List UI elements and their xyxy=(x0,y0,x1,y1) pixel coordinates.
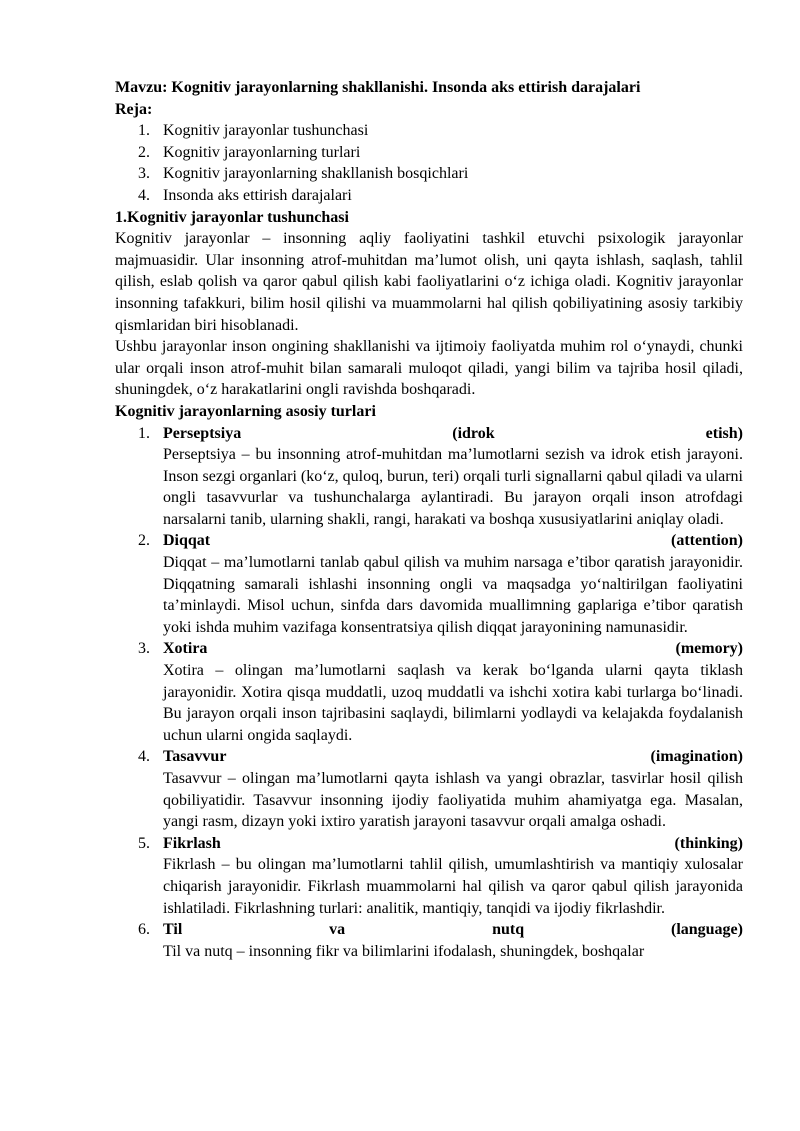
type-term-part: Xotira xyxy=(163,640,208,658)
type-item-number: 2. xyxy=(138,532,150,550)
type-item-number: 6. xyxy=(138,921,150,939)
plan-label: Reja: xyxy=(115,100,153,118)
type-term-line xyxy=(163,746,743,768)
type-item-language xyxy=(115,919,743,962)
plan-item xyxy=(115,120,743,142)
type-description: Tasavvur – olingan ma’lumotlarni qayta ishlash va yangi obrazlar, tasvirlar hosil qilish qobiliyatidir. Tasavvur insonning ijodiy faoliyatida muhim ahamiyatga ega. Masalan, yangi rasm, dizayn yoki ixtiro yaratish jarayoni tasavvur orqali amalga oshadi. xyxy=(163,770,743,831)
plan-item-text: Kognitiv jarayonlar tushunchasi xyxy=(163,122,369,140)
type-description: Perseptsiya – bu insonning atrof-muhitdan ma’lumotlarni sezish va idrok etish jarayoni. Inson sezgi organlari (ko‘z, quloq, burun, teri) orqali turli signallarni qabul qiladi va ularni ongli tasavvurlar va tushunchalarga aylantiradi. Bu jarayon orqali inson atrofdagi narsalarni tanib, ularning shakli, rangi, harakati va boshqa xususiyatlarini aniqlay oladi. xyxy=(163,446,743,528)
plan-item-text: Kognitiv jarayonlarning shakllanish bosqichlari xyxy=(163,165,469,183)
type-term-part: (attention) xyxy=(671,532,743,550)
type-item-number: 5. xyxy=(138,834,150,852)
type-term-part: Tasavvur xyxy=(163,748,227,766)
type-term-line xyxy=(163,530,743,552)
type-term-part: (thinking) xyxy=(674,834,743,852)
type-term-part: Perseptsiya xyxy=(163,424,242,442)
type-item-memory xyxy=(115,638,743,746)
type-term-part: (memory) xyxy=(675,640,743,658)
type-item-attention xyxy=(115,530,743,638)
document-page xyxy=(115,77,743,962)
type-term-line xyxy=(163,423,743,445)
type-term-part: Diqqat xyxy=(163,532,211,550)
type-term-line xyxy=(163,919,743,941)
plan-item-number: 2. xyxy=(138,143,150,161)
document-title: Mavzu: Kognitiv jarayonlarning shakllanishi. Insonda aks ettirish darajalari xyxy=(115,79,641,96)
section1-heading: 1.Kognitiv jarayonlar tushunchasi xyxy=(115,208,349,226)
type-term-part: (idrok xyxy=(452,424,495,442)
plan-item-number: 1. xyxy=(138,122,150,140)
type-term-part: Fikrlash xyxy=(163,834,221,852)
plan-item-number: 3. xyxy=(138,165,150,183)
type-term-part: va xyxy=(329,921,346,939)
plan-item-text: Insonda aks ettirish darajalari xyxy=(163,186,352,204)
type-item-thinking xyxy=(115,833,743,919)
type-term-line xyxy=(163,833,743,855)
plan-item-text: Kognitiv jarayonlarning turlari xyxy=(163,143,361,161)
type-term-part: etish) xyxy=(705,424,743,442)
section2-heading: Kognitiv jarayonlarning asosiy turlari xyxy=(115,402,376,420)
type-item-number: 1. xyxy=(138,424,150,442)
type-item-imagination xyxy=(115,746,743,832)
type-term-part: nutq xyxy=(492,921,525,939)
plan-list xyxy=(115,120,743,206)
section1-paragraph-2: Ushbu jarayonlar inson ongining shakllanishi va ijtimoiy faoliyatda muhim rol o‘ynaydi, chunki ular orqali inson atrof-muhit bilan samarali muloqot qiladi, yangi bilim va tajriba hosil qiladi, shuningdek, o‘z harakatlarini ongli ravishda boshqaradi. xyxy=(115,338,743,399)
type-item-number: 3. xyxy=(138,640,150,658)
type-description: Xotira – olingan ma’lumotlarni saqlash va kerak bo‘lganda ularni qayta tiklash jarayonidir. Xotira qisqa muddatli, uzoq muddatli va ishchi xotira kabi turlarga bo‘linadi. Bu jarayon orqali inson tajribasini saqlaydi, bilimlarni yodlaydi va kelajakda foydalanish uchun ularni ongida saqlaydi. xyxy=(163,662,743,744)
type-term-part: (imagination) xyxy=(650,748,743,766)
plan-item xyxy=(115,185,743,207)
type-item-perception xyxy=(115,423,743,531)
plan-item xyxy=(115,163,743,185)
cognitive-types-list xyxy=(115,423,743,963)
type-description: Til va nutq – insonning fikr va bilimlarini ifodalash, shuningdek, boshqalar xyxy=(163,942,645,960)
plan-item xyxy=(115,142,743,164)
plan-item-number: 4. xyxy=(138,186,150,204)
type-description: Diqqat – ma’lumotlarni tanlab qabul qilish va muhim narsaga e’tibor qaratish jarayonidir. Diqqatning samarali ishlashi insonning ongli va maqsadga yo‘naltirilgan faoliyatini ta’minlaydi. Misol uchun, sinfda dars davomida muallimning gaplariga e’tibor qaratish yoki ishda muhim vazifaga konsentratsiya qilish diqqat jarayonining namunasidir. xyxy=(163,554,743,636)
type-term-line xyxy=(163,638,743,660)
type-term-part: (language) xyxy=(670,921,743,939)
type-term-part: Til xyxy=(163,921,183,939)
type-description: Fikrlash – bu olingan ma’lumotlarni tahlil qilish, umumlashtirish va mantiqiy xulosalar chiqarish jarayonidir. Fikrlash muammolarni hal qilish va qaror qabul qilish jarayonida ishlatiladi. Fikrlashning turlari: analitik, mantiqiy, tanqidi va ijodiy fikrlashdir. xyxy=(163,856,743,917)
section1-paragraph-1: Kognitiv jarayonlar – insonning aqliy faoliyatini tashkil etuvchi psixologik jarayonlar majmuasidir. Ular insonning atrof-muhitdan ma’lumot olish, uni qayta ishlash, saqlash, tahlil qilish, eslab qolish va qaror qabul qilish kabi faoliyatlarini o‘z ichiga oladi. Kognitiv jarayonlar insonning tafakkuri, bilim hosil qilishi va muammolarni hal qilish qobiliyatining asosiy tarkibiy qismlaridan biri hisoblanadi. xyxy=(115,230,743,334)
type-item-number: 4. xyxy=(138,748,150,766)
